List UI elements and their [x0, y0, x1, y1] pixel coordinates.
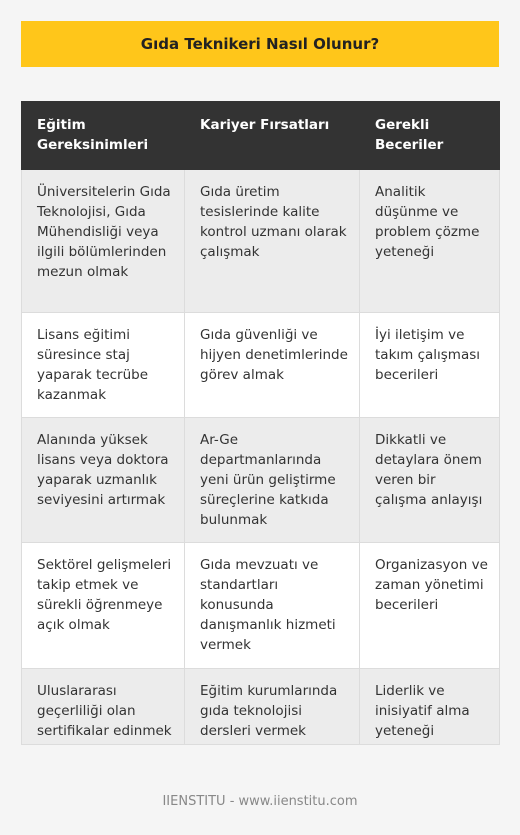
table-row — [22, 669, 500, 745]
table-cell: Alanında yüksek lisans veya doktora yaparak uzmanlık seviyesini artırmak — [22, 418, 185, 543]
header-skills: Gerekli Beceriler — [360, 102, 500, 170]
title-banner — [21, 21, 499, 67]
page-title: Gıda Teknikeri Nasıl Olunur? — [140, 35, 380, 53]
table-cell: Lisans eğitimi süresince staj yaparak tecrübe kazanmak — [22, 313, 185, 418]
table-row — [22, 170, 500, 313]
header-education: Eğitim Gereksinimleri — [22, 102, 185, 170]
footer-credit: IIENSTITU - www.iienstitu.com — [162, 794, 358, 809]
header-career: Kariyer Fırsatları — [185, 102, 360, 170]
table-cell: Gıda mevzuatı ve standartları konusunda danışmanlık hizmeti vermek — [185, 543, 360, 669]
table-cell: Analitik düşünme ve problem çözme yeteneği — [360, 170, 500, 313]
table-cell: Eğitim kurumlarında gıda teknolojisi dersleri vermek — [185, 669, 360, 745]
table-cell: Ar-Ge departmanlarında yeni ürün geliştirme süreçlerine katkıda bulunmak — [185, 418, 360, 543]
table-row — [22, 313, 500, 418]
table-cell: Uluslararası geçerliliği olan sertifikalar edinmek — [22, 669, 185, 745]
info-table — [21, 101, 500, 745]
table-cell: Liderlik ve inisiyatif alma yeteneği — [360, 669, 500, 745]
table-cell: İyi iletişim ve takım çalışması becerileri — [360, 313, 500, 418]
table-row — [22, 418, 500, 543]
table-cell: Gıda üretim tesislerinde kalite kontrol uzmanı olarak çalışmak — [185, 170, 360, 313]
table-cell: Gıda güvenliği ve hijyen denetimlerinde görev almak — [185, 313, 360, 418]
table-row — [22, 543, 500, 669]
table-cell: Organizasyon ve zaman yönetimi becerileri — [360, 543, 500, 669]
table-cell: Dikkatli ve detaylara önem veren bir çalışma anlayışı — [360, 418, 500, 543]
table-header-row — [22, 102, 500, 170]
table-cell: Üniversitelerin Gıda Teknolojisi, Gıda Mühendisliği veya ilgili bölümlerinden mezun olmak — [22, 170, 185, 313]
table-cell: Sektörel gelişmeleri takip etmek ve sürekli öğrenmeye açık olmak — [22, 543, 185, 669]
